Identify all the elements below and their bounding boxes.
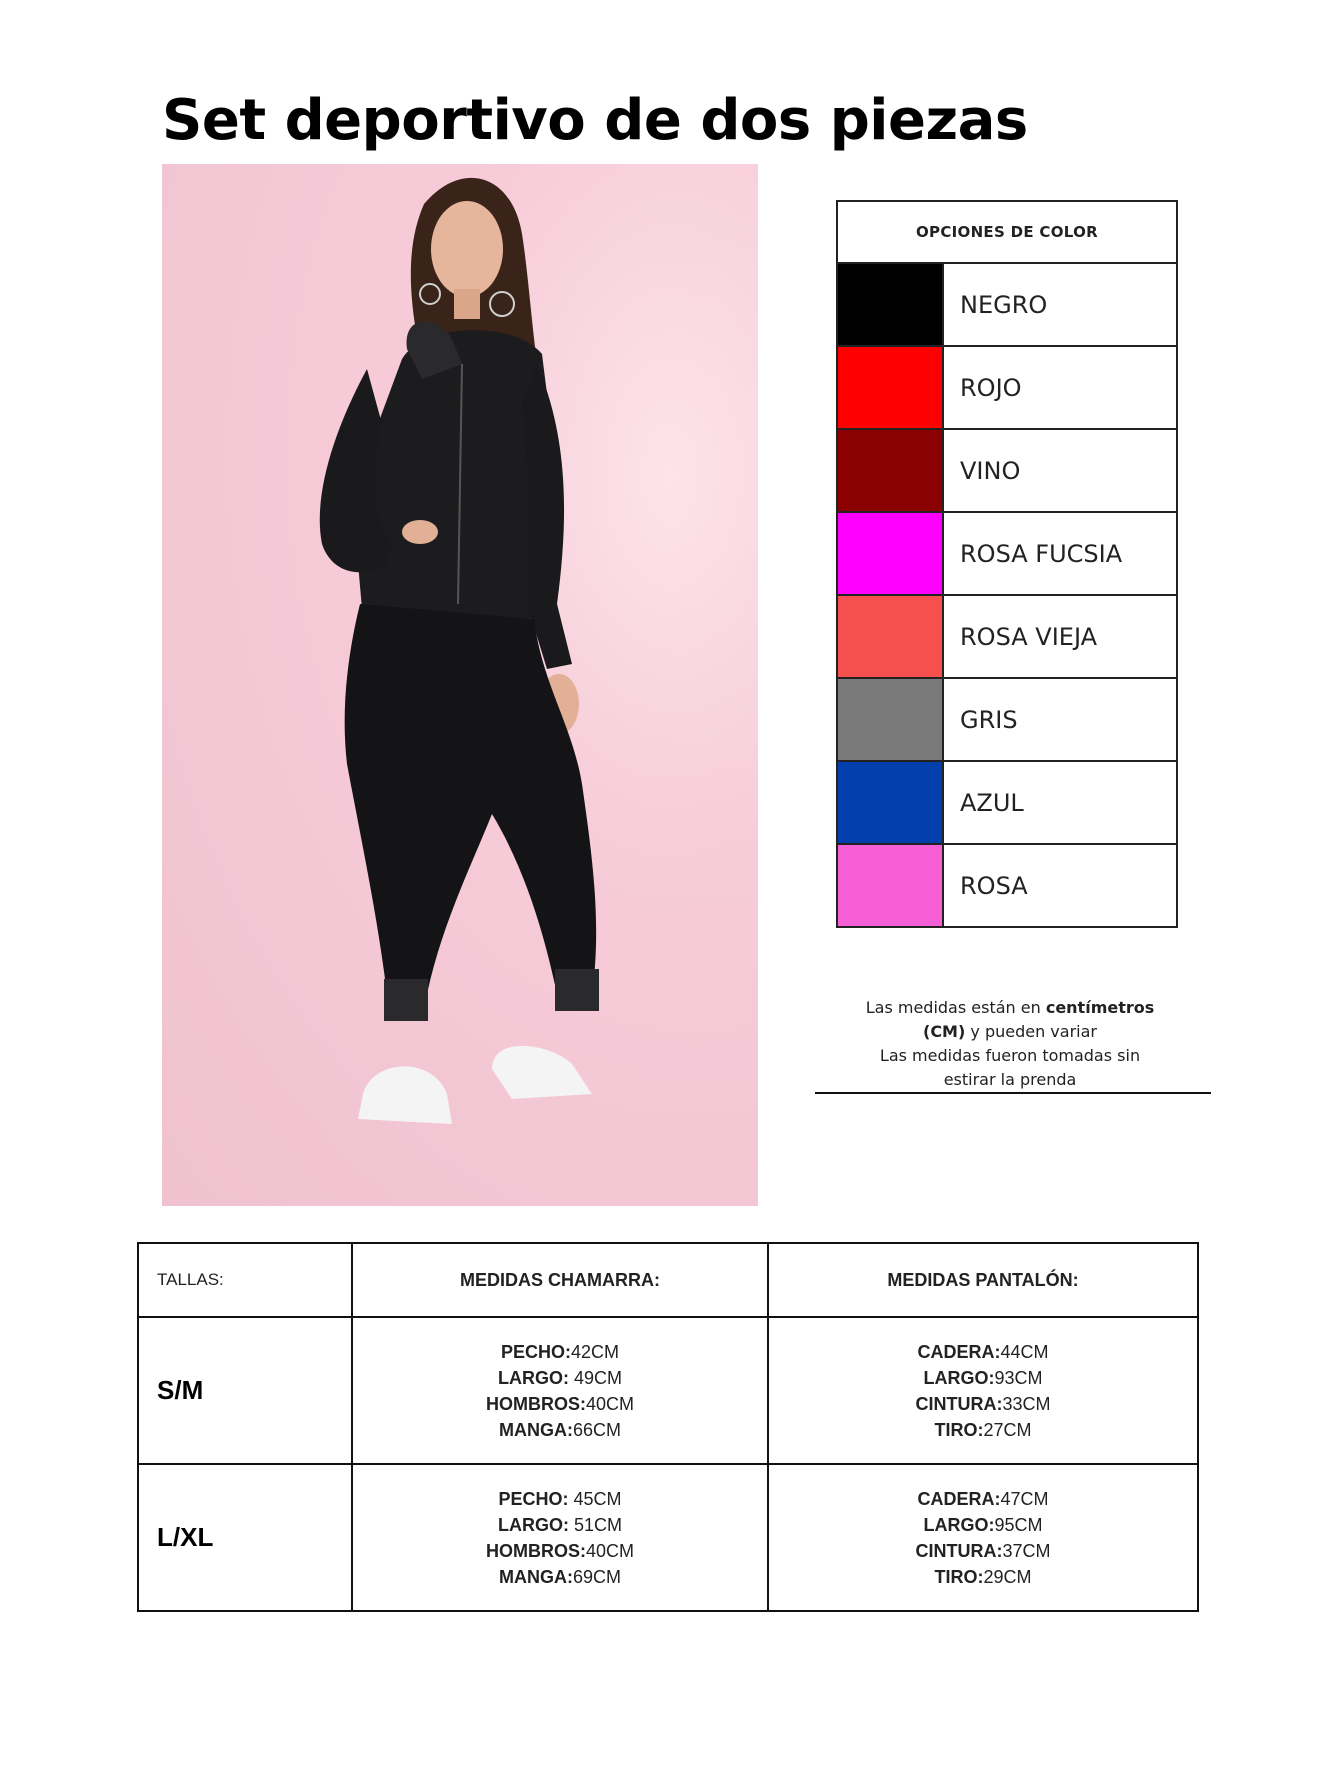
measurement-line [353, 1391, 767, 1417]
measurement-line [353, 1564, 767, 1590]
measurement-label: LARGO: [497, 1367, 569, 1388]
measurement-value: 47CM [1000, 1488, 1049, 1509]
color-name: ROJO [943, 346, 1177, 429]
size-table [137, 1242, 1199, 1612]
color-option-row [837, 263, 1177, 346]
measurement-value: 66CM [572, 1419, 621, 1440]
color-name: ROSA [943, 844, 1177, 927]
measurement-line [769, 1486, 1197, 1512]
note-line2-b: y pueden variar [965, 1022, 1097, 1041]
measurement-label: CADERA: [917, 1488, 1001, 1509]
measurement-label: PECHO: [500, 1341, 571, 1362]
measurement-value: 93CM [994, 1367, 1043, 1388]
measurement-label: TIRO: [934, 1566, 984, 1587]
measurement-line [769, 1417, 1197, 1443]
measurement-label: HOMBROS: [485, 1393, 586, 1414]
measurement-line [769, 1512, 1197, 1538]
measurement-label: MANGA: [498, 1419, 573, 1440]
size-header-tallas: TALLAS: [138, 1243, 352, 1317]
measurement-label: CINTURA: [915, 1540, 1003, 1561]
measurement-label: LARGO: [497, 1514, 569, 1535]
measurement-value: 42CM [571, 1341, 620, 1362]
product-photo [162, 164, 758, 1206]
measurement-line [353, 1339, 767, 1365]
measurement-line [353, 1512, 767, 1538]
measurement-line [769, 1365, 1197, 1391]
size-header-jacket: MEDIDAS CHAMARRA: [352, 1243, 768, 1317]
measurement-line [353, 1486, 767, 1512]
color-option-row [837, 844, 1177, 927]
note-line4: estirar la prenda [943, 1070, 1077, 1089]
measurement-label: CADERA: [917, 1341, 1001, 1362]
jacket-measurements [352, 1464, 768, 1611]
note-line2-a: (CM) [923, 1022, 966, 1041]
measurement-line [769, 1538, 1197, 1564]
measurement-value: 95CM [994, 1514, 1043, 1535]
measurement-value: 37CM [1002, 1540, 1051, 1561]
measurement-value: 29CM [983, 1566, 1032, 1587]
measurement-value: 69CM [572, 1566, 621, 1587]
pants-measurements [768, 1317, 1198, 1464]
color-option-row [837, 678, 1177, 761]
measurement-value: 27CM [983, 1419, 1032, 1440]
size-header-pants: MEDIDAS PANTALÓN: [768, 1243, 1198, 1317]
color-name: GRIS [943, 678, 1177, 761]
size-row [138, 1464, 1198, 1611]
pants-measurements [768, 1464, 1198, 1611]
color-option-row [837, 429, 1177, 512]
measurement-note [840, 996, 1180, 1092]
measurement-line [769, 1339, 1197, 1365]
measurement-label: PECHO: [498, 1488, 569, 1509]
color-name: NEGRO [943, 263, 1177, 346]
measurement-value: 51CM [568, 1514, 622, 1535]
color-options-table [836, 200, 1178, 928]
measurement-label: LARGO: [923, 1514, 995, 1535]
measurement-line [769, 1391, 1197, 1417]
color-options-header: OPCIONES DE COLOR [837, 201, 1177, 263]
measurement-line [353, 1538, 767, 1564]
measurement-label: CINTURA: [915, 1393, 1003, 1414]
page-title: Set deportivo de dos piezas [162, 88, 1028, 153]
measurement-line [769, 1564, 1197, 1590]
size-label: S/M [138, 1317, 352, 1464]
measurement-line [353, 1417, 767, 1443]
jacket-measurements [352, 1317, 768, 1464]
color-name: ROSA VIEJA [943, 595, 1177, 678]
measurement-value: 40CM [585, 1393, 634, 1414]
model-illustration [162, 164, 758, 1206]
color-swatch [837, 512, 943, 595]
measurement-value: 49CM [568, 1367, 622, 1388]
measurement-label: LARGO: [923, 1367, 995, 1388]
size-row [138, 1317, 1198, 1464]
color-option-row [837, 595, 1177, 678]
measurement-label: MANGA: [498, 1566, 573, 1587]
color-name: AZUL [943, 761, 1177, 844]
note-line1-b: centímetros [1045, 998, 1155, 1017]
measurement-value: 40CM [585, 1540, 634, 1561]
size-label: L/XL [138, 1464, 352, 1611]
color-swatch [837, 844, 943, 927]
measurement-label: TIRO: [934, 1419, 984, 1440]
measurement-value: 44CM [1000, 1341, 1049, 1362]
color-name: ROSA FUCSIA [943, 512, 1177, 595]
color-swatch [837, 761, 943, 844]
color-swatch [837, 678, 943, 761]
note-line1-a: Las medidas están en [865, 998, 1046, 1017]
note-line3: Las medidas fueron tomadas sin [879, 1046, 1141, 1065]
measurement-value: 45CM [568, 1488, 622, 1509]
color-option-row [837, 761, 1177, 844]
measurement-label: HOMBROS: [485, 1540, 586, 1561]
color-swatch [837, 263, 943, 346]
color-swatch [837, 595, 943, 678]
note-divider [815, 1092, 1211, 1094]
color-swatch [837, 346, 943, 429]
color-swatch [837, 429, 943, 512]
color-option-row [837, 346, 1177, 429]
measurement-line [353, 1365, 767, 1391]
color-name: VINO [943, 429, 1177, 512]
color-option-row [837, 512, 1177, 595]
measurement-value: 33CM [1002, 1393, 1051, 1414]
